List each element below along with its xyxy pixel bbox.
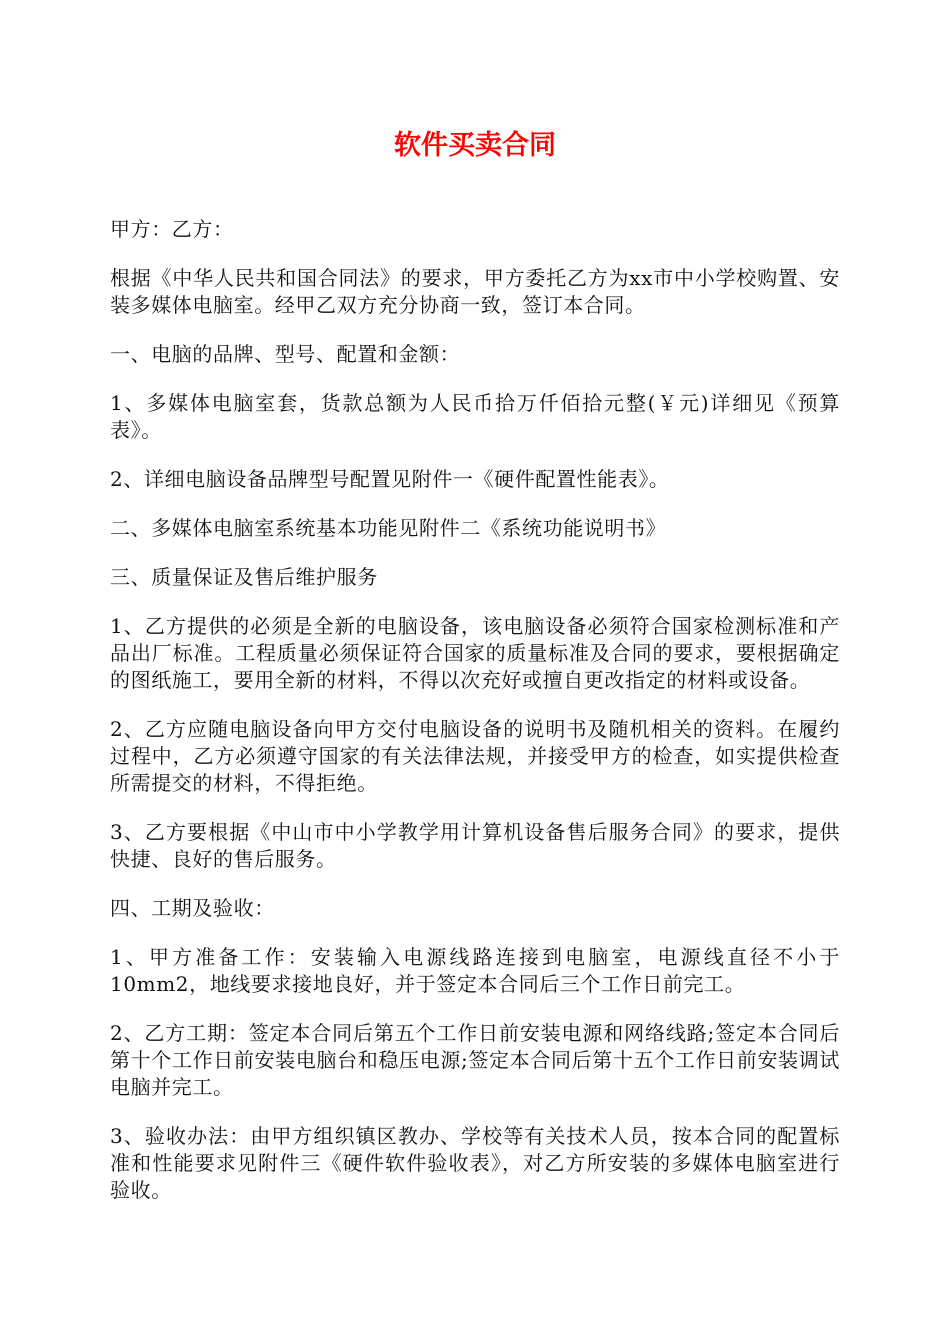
section-heading-3: 三、质量保证及售后维护服务	[110, 565, 378, 589]
parties-line: 甲方：乙方：	[110, 217, 234, 241]
preamble-paragraph: 根据《中华人民共和国合同法》的要求，甲方委托乙方为xx市中小学校购置、安装多媒体电脑室。经甲乙双方充分协商一致，签订本合同。	[110, 266, 840, 317]
section-heading-2: 二、多媒体电脑室系统基本功能见附件二《系统功能说明书》	[110, 516, 667, 540]
section-heading-1: 一、电脑的品牌、型号、配置和金额：	[110, 342, 461, 366]
clause-4-3: 3、验收办法：由甲方组织镇区教办、学校等有关技术人员，按本合同的配置标准和性能要求见附件三《硬件软件验收表》，对乙方所安装的多媒体电脑室进行验收。	[110, 1124, 840, 1202]
clause-4-1: 1、甲方准备工作：安装输入电源线路连接到电脑室，电源线直径不小于10mm2，地线要求接地良好，并于签定本合同后三个工作日前完工。	[110, 945, 840, 996]
document-body	[110, 216, 840, 1226]
clause-3-1: 1、乙方提供的必须是全新的电脑设备，该电脑设备必须符合国家检测标准和产品出厂标准。工程质量必须保证符合国家的质量标准及合同的要求，要根据确定的图纸施工，要用全新的材料，不得以次充好或擅自更改指定的材料或设备。	[110, 614, 840, 692]
clause-3-3: 3、乙方要根据《中山市中小学教学用计算机设备售后服务合同》的要求，提供快捷、良好的售后服务。	[110, 820, 840, 871]
clause-1-1: 1、多媒体电脑室套，货款总额为人民币拾万仟佰拾元整(￥元)详细见《预算表》。	[110, 391, 840, 442]
document-title: 软件买卖合同	[394, 130, 556, 161]
clause-3-2: 2、乙方应随电脑设备向甲方交付电脑设备的说明书及随机相关的资料。在履约过程中，乙方必须遵守国家的有关法律法规，并接受甲方的检查，如实提供检查所需提交的材料，不得拒绝。	[110, 717, 840, 795]
clause-1-2: 2、详细电脑设备品牌型号配置见附件一《硬件配置性能表》。	[110, 467, 670, 491]
clause-4-2: 2、乙方工期：签定本合同后第五个工作日前安装电源和网络线路;签定本合同后第十个工作日前安装电脑台和稳压电源;签定本合同后第十五个工作日前安装调试电脑并完工。	[110, 1021, 840, 1099]
section-heading-4: 四、工期及验收：	[110, 896, 275, 920]
